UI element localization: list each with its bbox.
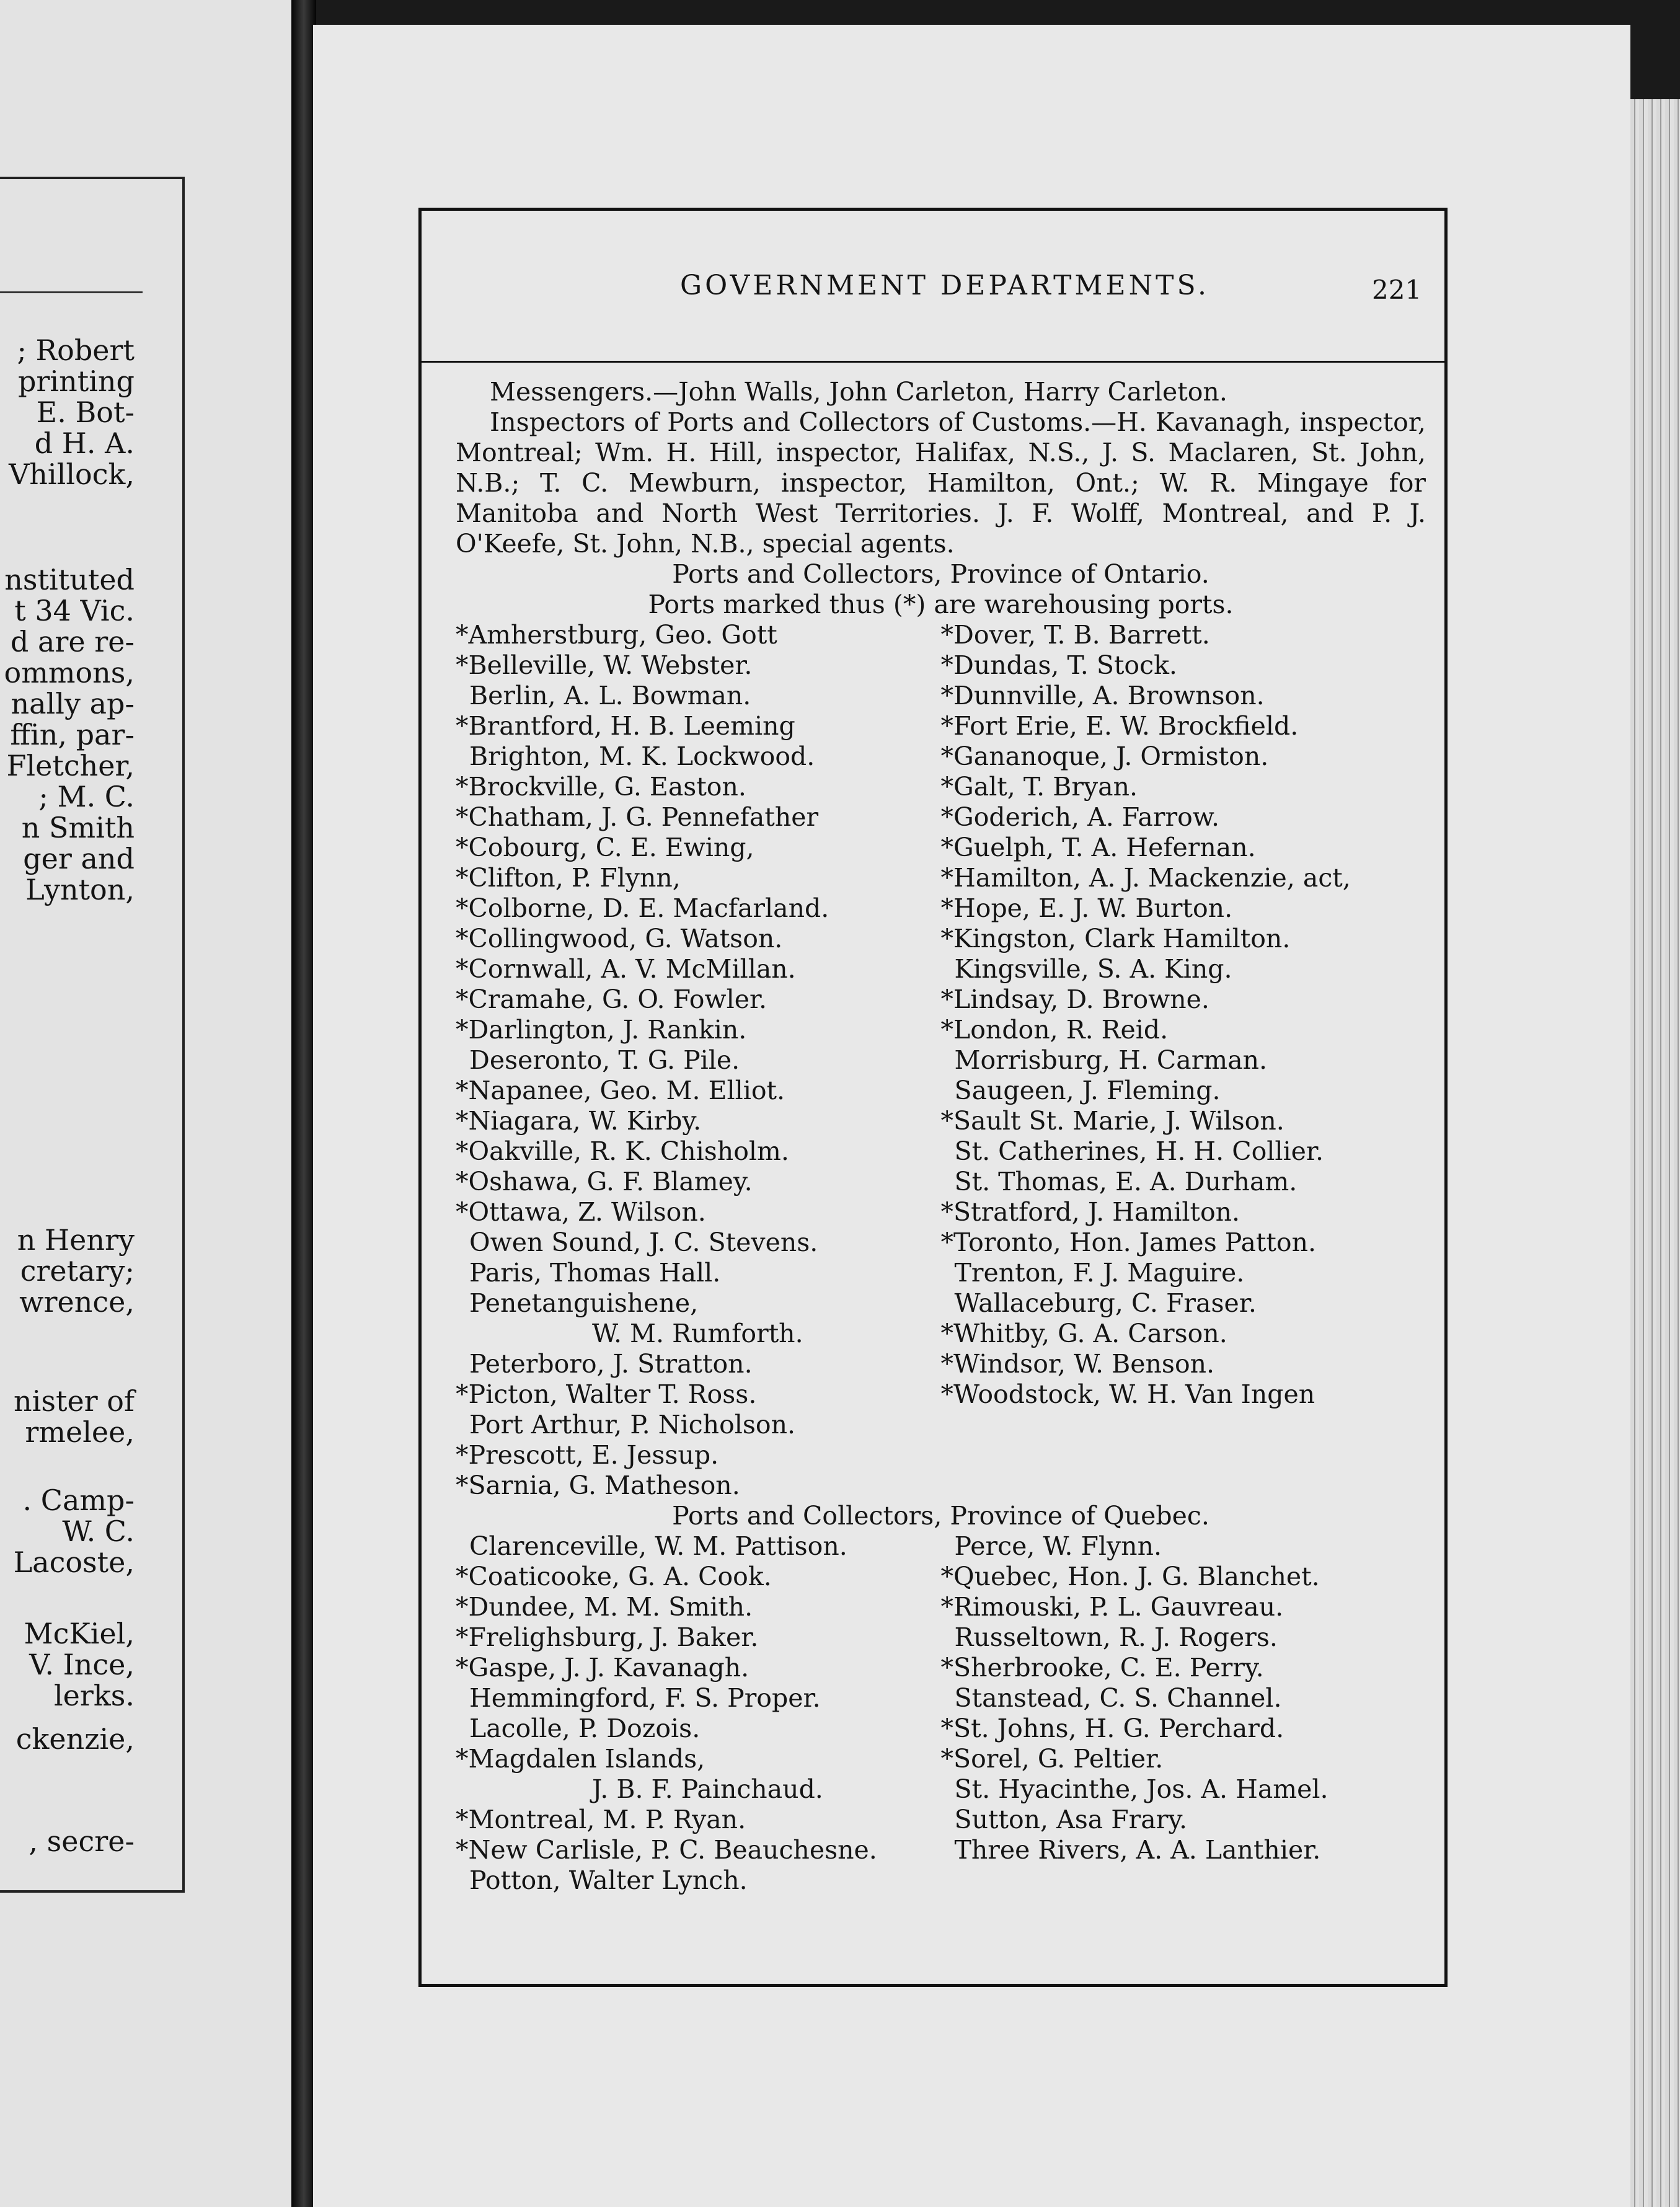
port-entry: *Toronto, Hon. James Patton.: [940, 1227, 1317, 1257]
port-entry: Stanstead, C. S. Channel.: [954, 1683, 1282, 1713]
port-entry: *Rimouski, P. L. Gauvreau.: [940, 1592, 1284, 1622]
port-entry: *Napanee, Geo. M. Elliot.: [456, 1076, 785, 1105]
facing-page-fragment: wrence,: [19, 1285, 135, 1319]
page-border: [418, 208, 1448, 1987]
port-entry: Lacolle, P. Dozois.: [469, 1714, 701, 1743]
header-rule: [422, 361, 1444, 363]
port-entry: Brighton, M. K. Lockwood.: [469, 741, 815, 771]
port-entry: *Amherstburg, Geo. Gott: [456, 620, 777, 650]
port-entry: Hemmingford, F. S. Proper.: [469, 1683, 821, 1713]
port-entry: St. Catherines, H. H. Collier.: [954, 1136, 1324, 1166]
inspectors-text: H. Kavanagh, inspector, Montreal; Wm. H. Hill, inspector, Halifax, N.S., J. S. Maclaren, St. John, N.B.; T. C. Mewburn, inspector, Hamilton, Ont.; W. R. Mingaye for Manitoba and North West Territories. J. F. Wolff, Montreal, and P. J. O'Keefe, St. John, N.B., special agents.: [456, 407, 1426, 559]
port-entry: *Dover, T. B. Barrett.: [940, 620, 1210, 650]
port-entry: *Goderich, A. Farrow.: [940, 802, 1220, 832]
port-entry: St. Hyacinthe, Jos. A. Hamel.: [954, 1774, 1329, 1804]
running-head: GOVERNMENT DEPARTMENTS.: [680, 270, 1209, 301]
facing-page-fragment: ; Robert: [17, 334, 135, 367]
quebec-heading: Ports and Collectors, Province of Quebec.: [672, 1501, 1209, 1531]
port-entry: *Dunnville, A. Brownson.: [940, 681, 1265, 710]
messengers-paragraph: [456, 377, 1426, 407]
port-entry: Port Arthur, P. Nicholson.: [469, 1410, 796, 1440]
facing-page-fragment: . Camp-: [22, 1484, 135, 1517]
port-entry: *Belleville, W. Webster.: [456, 650, 753, 680]
facing-page-fragment: nally ap-: [11, 687, 135, 720]
facing-page-fragment: ger and: [23, 842, 135, 875]
ontario-left-column: [456, 620, 941, 1501]
quebec-right-column: [941, 1531, 1426, 1896]
port-entry: Deseronto, T. G. Pile.: [469, 1045, 740, 1075]
facing-page-fragment: Lynton,: [25, 873, 135, 906]
port-entry: *Whitby, G. A. Carson.: [940, 1319, 1227, 1348]
port-entry: *Fort Erie, E. W. Brockfield.: [940, 711, 1299, 741]
messengers-label: Messengers.—: [490, 377, 679, 407]
port-entry: *Oakville, R. K. Chisholm.: [456, 1136, 789, 1166]
facing-page-fragment: Lacoste,: [13, 1546, 135, 1579]
port-entry: *Gaspe, J. J. Kavanagh.: [456, 1653, 749, 1683]
facing-page-fragment: ; M. C.: [38, 780, 135, 813]
port-entry: *Sherbrooke, C. E. Perry.: [940, 1653, 1264, 1683]
port-entry: *Frelighsburg, J. Baker.: [456, 1622, 759, 1652]
port-entry: *Lindsay, D. Browne.: [940, 984, 1209, 1014]
book-gutter: [291, 0, 316, 2207]
facing-page-fragment: n Smith: [21, 811, 135, 844]
ontario-note: Ports marked thus (*) are warehousing ports.: [648, 590, 1234, 619]
port-entry: *Prescott, E. Jessup.: [456, 1440, 719, 1470]
facing-page-fragment: McKiel,: [24, 1617, 135, 1650]
port-entry: *Coaticooke, G. A. Cook.: [456, 1562, 772, 1591]
port-entry: *Collingwood, G. Watson.: [456, 924, 783, 953]
port-entry: *Sorel, G. Peltier.: [940, 1744, 1164, 1774]
port-entry: Owen Sound, J. C. Stevens.: [469, 1227, 818, 1257]
messengers-text: John Walls, John Carleton, Harry Carleton.: [678, 377, 1227, 407]
facing-page-fragment: t 34 Vic.: [14, 594, 135, 627]
port-entry: Wallaceburg, C. Fraser.: [954, 1288, 1257, 1318]
port-entry: Kingsville, S. A. King.: [954, 954, 1232, 984]
port-entry: *Windsor, W. Benson.: [940, 1349, 1215, 1379]
port-entry: *Niagara, W. Kirby.: [456, 1106, 702, 1136]
port-entry: *New Carlisle, P. C. Beauchesne.: [456, 1835, 877, 1865]
facing-page-fragment: ckenzie,: [15, 1722, 135, 1756]
page-header: [422, 270, 1444, 313]
facing-page-fragment: Fletcher,: [6, 749, 135, 782]
port-entry: *Magdalen Islands,: [456, 1744, 705, 1774]
facing-page-fragment: W. C.: [62, 1515, 135, 1548]
port-entry: *Guelph, T. A. Hefernan.: [940, 833, 1256, 862]
facing-page: [0, 0, 298, 2207]
facing-page-fragment: ffin, par-: [10, 718, 135, 751]
inspectors-label: Inspectors of Ports and Collectors of Customs.—: [490, 407, 1117, 437]
facing-page-fragment: printing: [17, 365, 135, 398]
port-entry: *Clifton, P. Flynn,: [456, 863, 681, 893]
port-entry: Trenton, F. J. Maguire.: [954, 1258, 1245, 1288]
ontario-right-column: [941, 620, 1426, 1501]
port-entry: *Woodstock, W. H. Van Ingen: [940, 1379, 1315, 1409]
port-entry: *Montreal, M. P. Ryan.: [456, 1805, 746, 1834]
port-entry: Berlin, A. L. Bowman.: [469, 681, 751, 710]
ontario-heading: Ports and Collectors, Province of Ontario.: [672, 559, 1209, 589]
facing-page-fragment: rmelee,: [25, 1415, 135, 1449]
facing-page-fragment: n Henry: [17, 1223, 135, 1257]
page-body: [456, 377, 1426, 1896]
port-entry: Sutton, Asa Frary.: [954, 1805, 1188, 1834]
port-entry: Russeltown, R. J. Rogers.: [954, 1622, 1278, 1652]
ontario-columns: [456, 620, 1426, 1501]
port-entry: *Sault St. Marie, J. Wilson.: [940, 1106, 1284, 1136]
port-entry: *Chatham, J. G. Pennefather: [456, 802, 819, 832]
port-entry: Morrisburg, H. Carman.: [954, 1045, 1268, 1075]
inspectors-paragraph: [456, 407, 1426, 559]
facing-page-fragment: E. Bot-: [36, 396, 135, 429]
port-entry: *Gananoque, J. Ormiston.: [940, 741, 1269, 771]
port-entry: *Kingston, Clark Hamilton.: [940, 924, 1291, 953]
port-entry: *Colborne, D. E. Macfarland.: [456, 893, 829, 923]
port-entry: *Brockville, G. Easton.: [456, 772, 746, 802]
port-entry: *Cornwall, A. V. McMillan.: [456, 954, 796, 984]
facing-page-fragment: ommons,: [4, 656, 135, 689]
port-entry: Perce, W. Flynn.: [954, 1531, 1162, 1561]
facing-page-fragment: nstituted: [4, 563, 135, 596]
quebec-columns: [456, 1531, 1426, 1896]
page-number: 221: [1372, 275, 1422, 305]
port-entry: Potton, Walter Lynch.: [469, 1865, 748, 1895]
port-entry: *Ottawa, Z. Wilson.: [456, 1197, 706, 1227]
port-entry: Clarenceville, W. M. Pattison.: [469, 1531, 847, 1561]
port-entry: *Hamilton, A. J. Mackenzie, act,: [940, 863, 1351, 893]
quebec-left-column: [456, 1531, 941, 1896]
page-edges: [1630, 99, 1680, 2207]
port-entry: Paris, Thomas Hall.: [469, 1258, 721, 1288]
port-entry: J. B. F. Painchaud.: [592, 1774, 823, 1804]
port-entry: *Dundas, T. Stock.: [940, 650, 1177, 680]
port-entry: *Oshawa, G. F. Blamey.: [456, 1167, 753, 1196]
port-entry: *Picton, Walter T. Ross.: [456, 1379, 757, 1409]
port-entry: *Dundee, M. M. Smith.: [456, 1592, 753, 1622]
port-entry: Saugeen, J. Fleming.: [954, 1076, 1221, 1105]
facing-page-fragment: lerks.: [53, 1679, 135, 1712]
facing-page-fragment: V. Ince,: [29, 1648, 135, 1681]
port-entry: *Galt, T. Bryan.: [940, 772, 1138, 802]
port-entry: *St. Johns, H. G. Perchard.: [940, 1714, 1284, 1743]
facing-page-fragment: d H. A.: [34, 427, 135, 460]
port-entry: *Brantford, H. B. Leeming: [456, 711, 795, 741]
port-entry: *Stratford, J. Hamilton.: [940, 1197, 1240, 1227]
port-entry: St. Thomas, E. A. Durham.: [954, 1167, 1298, 1196]
facing-page-fragment: nister of: [14, 1384, 135, 1418]
facing-page-fragment: Vhillock,: [9, 458, 135, 491]
port-entry: *Sarnia, G. Matheson.: [456, 1471, 740, 1500]
port-entry: Peterboro, J. Stratton.: [469, 1349, 753, 1379]
port-entry: Three Rivers, A. A. Lanthier.: [954, 1835, 1321, 1865]
port-entry: W. M. Rumforth.: [592, 1319, 803, 1348]
port-entry: *Cobourg, C. E. Ewing,: [456, 833, 754, 862]
port-entry: Penetanguishene,: [469, 1288, 699, 1318]
facing-page-rule: [0, 291, 143, 293]
facing-page-fragment: , secre-: [29, 1824, 135, 1858]
facing-page-fragment: cretary;: [20, 1254, 135, 1288]
page-221: [313, 25, 1630, 2207]
port-entry: *Darlington, J. Rankin.: [456, 1015, 747, 1045]
facing-page-fragment: d are re-: [10, 625, 135, 658]
port-entry: *Quebec, Hon. J. G. Blanchet.: [940, 1562, 1320, 1591]
port-entry: *Hope, E. J. W. Burton.: [940, 893, 1233, 923]
port-entry: *Cramahe, G. O. Fowler.: [456, 984, 767, 1014]
port-entry: *London, R. Reid.: [940, 1015, 1169, 1045]
